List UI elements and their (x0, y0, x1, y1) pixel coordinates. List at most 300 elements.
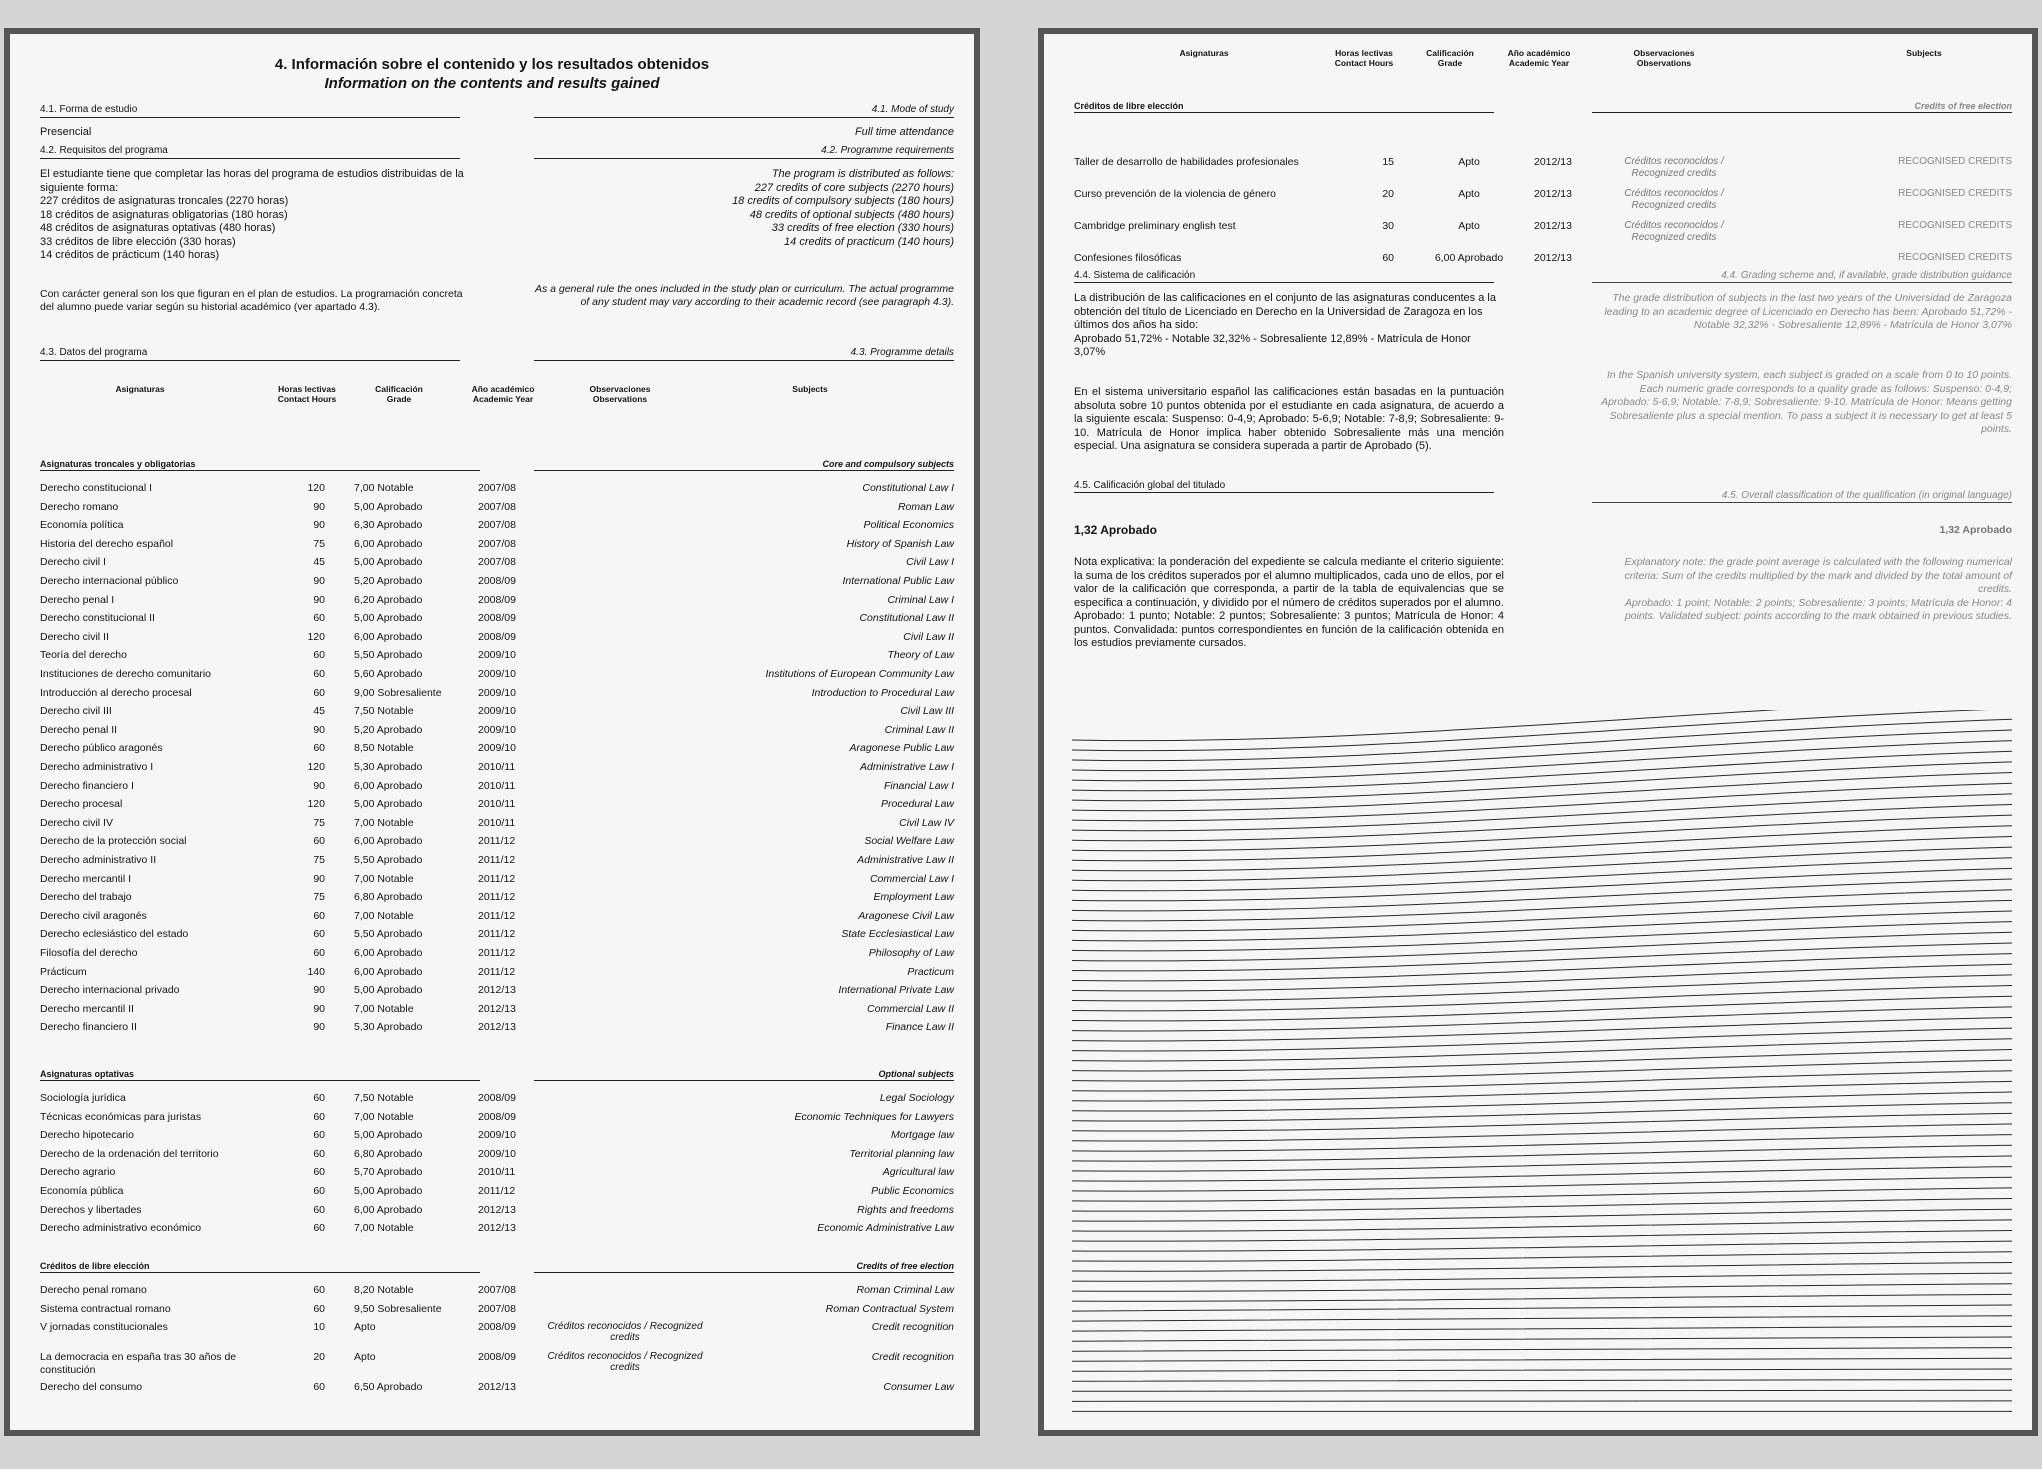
cell-en: Social Welfare Law (864, 835, 954, 848)
table-row (10, 501, 974, 518)
cell-en: Financial Law I (883, 779, 954, 792)
cell-year: 2009/10 (478, 686, 516, 699)
table-row (10, 1185, 974, 1202)
cell-en: Economic Administrative Law (817, 1222, 954, 1235)
cell-hours: 60 (313, 612, 325, 625)
cell-hours: 90 (313, 500, 325, 513)
cell-name: Derecho del trabajo (40, 891, 132, 904)
requirements-en: The program is distributed as follows: 227 credits of core subjects (2270 hours) 18 credits of compulsory subjects (180 hours) 48 credits of optional subjects (480 hours) 33 credits of free election (330 hours) 14 credits of practicum (140 hours) (732, 168, 954, 248)
cell-year: 2008/09 (478, 1092, 516, 1104)
void-line (1072, 710, 2012, 751)
void-line (1072, 1188, 2012, 1201)
table-row (10, 594, 974, 611)
cell-grade: 6,00 Aprobado (354, 1203, 423, 1216)
explanatory-note-en: Explanatory note: the grade point average is calculated with the following numerical criteria: Sum of the credits multiplied by the mark and divided by the total amount of credits. Aprobado: 1 point; Notable: 2 points; Sobresaliente: 3 points; Matrícula de Honor: 4 points. Validated subject: points according to the mark obtained in previous studies. (1624, 556, 2012, 622)
cell-name: Derecho procesal (40, 798, 123, 811)
cell-grade: 9,00 Sobresaliente (354, 686, 442, 699)
void-line (1072, 1135, 2012, 1151)
cell-obs: Créditos reconocidos / Recognized credits (547, 1321, 703, 1344)
cell-grade: 5,20 Aprobado (354, 575, 423, 587)
cell-en: Territorial planning law (849, 1147, 954, 1160)
cell-grade: 6,30 Aprobado (354, 519, 423, 532)
cell-en: Administrative Law II (857, 854, 954, 866)
void-line (1072, 1358, 2012, 1361)
cell-grade: 5,00 Aprobado (354, 984, 423, 997)
void-line (1072, 847, 2012, 881)
cell-name: Derecho civil IV (40, 816, 113, 829)
heading-4-3-en: 4.3. Programme details (534, 347, 954, 361)
cell-en: Roman Criminal Law (856, 1284, 954, 1296)
table-row (10, 1303, 974, 1320)
cell-name: Derecho civil aragonés (40, 909, 147, 922)
cell-year: 2012/13 (478, 1021, 516, 1034)
cell-name: Introducción al derecho procesal (40, 686, 192, 699)
cell-grade: 6,00 Aprobado (354, 537, 423, 550)
void-line (1072, 826, 2012, 861)
cell-en: Commercial Law I (869, 872, 954, 885)
cell-grade: 6,00 Aprobado (354, 835, 423, 848)
void-line (1072, 1273, 2012, 1281)
cell-year: 2010/11 (478, 761, 516, 773)
table-row (10, 556, 974, 573)
col-hours: Horas lectivas Contact Hours (277, 384, 337, 404)
cell-year: 2011/12 (478, 947, 516, 959)
cell-name: Sociología jurídica (40, 1092, 126, 1104)
void-line (1072, 741, 2012, 781)
heading-4-1-es: 4.1. Forma de estudio (40, 104, 460, 118)
col-subjects-en: Subjects (792, 384, 828, 394)
requirements-note-en: As a general rule the ones included in the study plan or curriculum. The actual programme of any student may vary according to their academic record (see paragraph 4.3). (534, 283, 954, 308)
void-line (1072, 1337, 2012, 1341)
table-row (10, 1092, 974, 1109)
void-line (1072, 1103, 2012, 1121)
table-row (10, 798, 974, 815)
cell-name: Derecho penal I (40, 593, 115, 606)
heading-4-5-en: 4.5. Overall classification of the qualification (in original language) (1592, 490, 2012, 503)
cell-hours: 60 (313, 1381, 325, 1394)
cell-year: 2010/11 (478, 1166, 516, 1179)
table-row (10, 1204, 974, 1221)
cell-name: Derecho mercantil II (40, 1002, 134, 1015)
table-row (10, 668, 974, 685)
cell-year: 2008/09 (478, 575, 516, 587)
cell-year: 2009/10 (478, 1147, 516, 1160)
void-line (1072, 975, 2012, 1001)
cell-hours: 45 (313, 705, 325, 718)
cell-hours: 60 (313, 1147, 325, 1160)
void-line (1072, 1305, 2012, 1311)
cell-en: Civil Law IV (899, 816, 954, 829)
cell-en: Finance Law II (885, 1021, 954, 1034)
r-col-hours: Horas lectivas Contact Hours (1334, 48, 1394, 68)
cell-en: International Public Law (842, 575, 954, 587)
cell-name: Derecho administrativo I (40, 761, 154, 773)
void-lines (1072, 710, 2012, 1422)
cell-grade: 7,00 Notable (354, 909, 414, 922)
table-row (10, 1351, 974, 1377)
col-grade: Calificación Grade (375, 384, 423, 404)
cell-year: 2009/10 (478, 723, 516, 736)
cell-grade: 5,30 Aprobado (354, 1021, 423, 1034)
void-line (1072, 1326, 2012, 1331)
cell-year: 2008/09 (478, 593, 516, 606)
cell-grade: 6,80 Aprobado (354, 1147, 423, 1160)
table-row (1044, 188, 2032, 218)
table-row (10, 891, 974, 908)
void-line (1072, 858, 2012, 891)
cell-en: Credit recognition (871, 1351, 954, 1364)
cell-year: 2008/09 (478, 612, 516, 625)
cell-grade: 6,00 Aprobado (354, 779, 423, 792)
cell-hours: 75 (313, 816, 325, 829)
cell-name: Derecho constitucional I (40, 482, 153, 494)
cell-name: Derecho financiero II (40, 1021, 137, 1034)
mode-of-study-es: Presencial (40, 126, 92, 138)
cell-hours: 60 (313, 1302, 325, 1315)
cell-grade: 8,20 Notable (354, 1284, 414, 1296)
group-label-en: Credits of free election (534, 1260, 954, 1273)
cell-hours: 60 (313, 1284, 325, 1296)
cell-grade: Apto (1458, 220, 1480, 232)
void-line (1072, 1231, 2012, 1242)
cell-en: Civil Law II (903, 630, 954, 643)
cell-name: Derecho administrativo II (40, 854, 157, 866)
cell-grade: 7,00 Notable (354, 1110, 414, 1123)
cell-en: Philosophy of Law (868, 947, 954, 959)
r-col-subjects-en: Subjects (1906, 48, 1942, 58)
cell-year: 2009/10 (478, 668, 516, 680)
cell-en: Criminal Law I (887, 593, 954, 606)
cell-year: 2011/12 (478, 854, 516, 866)
cell-grade: 5,50 Aprobado (354, 928, 423, 941)
cell-hours: 60 (313, 1129, 325, 1142)
cell-grade: 7,00 Notable (354, 816, 414, 829)
cell-name: Filosofía del derecho (40, 947, 138, 959)
cell-year: 2008/09 (478, 1321, 516, 1334)
cell-name: V jornadas constitucionales (40, 1321, 168, 1334)
col-year: Año académico Academic Year (471, 384, 535, 404)
void-line (1072, 1028, 2012, 1051)
table-row (10, 519, 974, 536)
table-row (10, 612, 974, 629)
cell-name: Derecho internacional privado (40, 984, 180, 997)
heading-4-2-en: 4.2. Programme requirements (534, 145, 954, 159)
void-line (1072, 879, 2012, 911)
cell-year: 2009/10 (478, 649, 516, 662)
cell-grade: 5,30 Aprobado (354, 761, 423, 773)
cell-year: 2011/12 (478, 1185, 516, 1197)
cell-en: Economic Techniques for Lawyers (794, 1110, 954, 1123)
explanatory-note-es: Nota explicativa: la ponderación del expediente se calcula mediante el criterio siguiente: la suma de los créditos superados por el alumno multiplicados, cada uno de ellos, por el valor de la calificación que corresponda, a partir de la tabla de equivalencias que se especifica a continuación, y dividido por el número de créditos superados por el alumno. Aprobado: 1 punto; Notable: 2 puntos; Sobresaliente: 3 puntos; Matrícula de Honor: 4 puntos. Convalidada: puntos correspondientes en función de la calificación obtenida en los estudios previamente cursados. (1074, 556, 1504, 649)
cell-en: Aragonese Civil Law (858, 909, 954, 922)
left-page (4, 28, 980, 1436)
section-subtitle: Information on the contents and results gained (324, 75, 660, 92)
cell-year: 2009/10 (478, 705, 516, 718)
cell-year: 2009/10 (478, 1129, 516, 1142)
cell-year: 2011/12 (478, 891, 516, 904)
cell-en: RECOGNISED CREDITS (1898, 156, 2012, 167)
grading-scale-es: En el sistema universitario español las calificaciones están basadas en la puntuación absoluta sobre 10 puntos obtenida por el estudiante en cada asignatura, de acuerdo a la siguiente escala: Suspenso: 0-4,9; Aprobado: 5-6,9; Notable: 7-8,9; Sobresaliente: 9-10. Matrícula de Honor implica haber obtenido Sobresaliente más una mención especial. Una asignatura se considera superada a partir de Aprobado (5). (1074, 386, 1504, 452)
cell-name: Derecho mercantil I (40, 872, 132, 885)
table-row (10, 1321, 974, 1344)
cell-grade: 5,00 Aprobado (354, 1185, 423, 1197)
group-label-es: Créditos de libre elección (40, 1260, 480, 1273)
cell-name: Derecho público aragonés (40, 742, 163, 755)
cell-en: Rights and freedoms (857, 1203, 954, 1216)
void-line (1072, 1380, 2012, 1382)
table-row (10, 966, 974, 983)
cell-grade: 7,50 Notable (354, 705, 414, 718)
table-row (10, 742, 974, 759)
cell-year: 2007/08 (478, 500, 516, 513)
cell-year: 2011/12 (478, 872, 516, 885)
cell-hours: 120 (307, 482, 325, 494)
cell-hours: 75 (313, 891, 325, 904)
cell-grade: 6,80 Aprobado (354, 891, 423, 904)
cell-year: 2010/11 (478, 779, 516, 792)
cell-name: Economía pública (40, 1185, 124, 1197)
cell-en: Constitutional Law II (859, 612, 954, 625)
cell-grade: 5,50 Aprobado (354, 854, 423, 866)
cell-grade: Apto (1458, 188, 1480, 200)
cell-grade: 5,00 Aprobado (354, 612, 423, 625)
cell-obs: Créditos reconocidos / Recognized credits (1624, 156, 1724, 179)
cell-hours: 75 (313, 854, 325, 866)
cell-name: Derecho civil I (40, 556, 106, 569)
heading-4-5-es: 4.5. Calificación global del titulado (1074, 480, 1494, 493)
cell-name: Derecho hipotecario (40, 1129, 134, 1142)
cell-name: Derecho del consumo (40, 1381, 143, 1394)
void-line (1072, 762, 2012, 801)
cell-grade: 8,50 Notable (354, 742, 414, 755)
cell-en: Roman Law (897, 500, 954, 513)
overall-grade-es: 1,32 Aprobado (1074, 523, 1157, 537)
cell-hours: 90 (313, 984, 325, 997)
cell-name: Cambridge preliminary english test (1074, 220, 1236, 232)
void-line (1072, 1252, 2012, 1261)
void-line (1072, 1113, 2012, 1131)
table-row (10, 780, 974, 797)
cell-year: 2012/13 (478, 1222, 516, 1235)
cell-grade: 5,50 Aprobado (354, 649, 423, 662)
cell-name: Sistema contractual romano (40, 1302, 171, 1315)
cell-grade: Apto (354, 1351, 376, 1364)
cell-year: 2011/12 (478, 835, 516, 848)
group-label-en: Optional subjects (534, 1068, 954, 1081)
cell-grade: 5,00 Aprobado (354, 798, 423, 811)
table-row (10, 575, 974, 592)
cell-obs: Créditos reconocidos / Recognized credits (547, 1351, 703, 1374)
cell-en: Civil Law III (900, 705, 954, 718)
cell-en: Practicum (907, 965, 954, 978)
cell-en: Consumer Law (883, 1381, 954, 1394)
cell-name: Derecho administrativo económico (40, 1222, 202, 1235)
cell-hours: 60 (313, 947, 325, 959)
void-line (1072, 773, 2012, 811)
table-row (1044, 220, 2032, 250)
overall-grade-en: 1,32 Aprobado (1939, 524, 2012, 536)
cell-year: 2012/13 (478, 1002, 516, 1015)
cell-hours: 90 (313, 723, 325, 736)
table-row (10, 1129, 974, 1146)
cell-hours: 60 (313, 835, 325, 848)
table-row (10, 910, 974, 927)
cell-year: 2012/13 (1534, 252, 1572, 264)
cell-name: Derecho penal romano (40, 1284, 147, 1296)
cell-en: International Private Law (838, 984, 954, 997)
requirements-es: El estudiante tiene que completar las horas del programa de estudios distribuidas de la siguiente forma: 227 créditos de asignaturas troncales (2270 horas) 18 créditos de asignaturas obligatorias (180 horas) 48 créditos de asignaturas optativas (480 horas) 33 créditos de libre elección (330 horas) 14 créditos de prácticum (140 horas) (40, 168, 464, 261)
r-group-free-election-es: Créditos de libre elección (1074, 100, 1494, 113)
cell-en: Credit recognition (871, 1321, 954, 1334)
cell-hours: 90 (313, 519, 325, 532)
cell-name: Derecho internacional público (40, 575, 179, 587)
cell-grade: 7,00 Notable (354, 1222, 414, 1235)
void-line (1072, 751, 2012, 790)
table-row (10, 538, 974, 555)
cell-en: Administrative Law I (860, 761, 954, 773)
cell-hours: 120 (307, 761, 325, 773)
heading-4-4-es: 4.4. Sistema de calificación (1074, 270, 1494, 283)
r-col-observations: Observaciones Observations (1633, 48, 1695, 68)
cell-hours: 140 (307, 965, 325, 978)
table-row (10, 761, 974, 778)
cell-grade: 5,00 Aprobado (354, 556, 423, 569)
table-row (10, 854, 974, 871)
cell-year: 2010/11 (478, 816, 516, 829)
cell-en: RECOGNISED CREDITS (1898, 252, 2012, 263)
table-row (10, 649, 974, 666)
col-subject-es: Asignaturas (115, 384, 165, 394)
cell-grade: Apto (354, 1321, 376, 1334)
cell-grade: 5,00 Aprobado (354, 500, 423, 513)
r-col-subject: Asignaturas (1179, 48, 1229, 58)
cell-hours: 120 (307, 798, 325, 811)
cell-en: Theory of Law (887, 649, 954, 662)
cell-grade: 7,50 Notable (354, 1092, 414, 1104)
cell-hours: 60 (313, 649, 325, 662)
cell-hours: 60 (313, 686, 325, 699)
table-row (10, 705, 974, 722)
cell-grade: 6,00 Aprobado (354, 630, 423, 643)
cell-hours: 60 (313, 1110, 325, 1123)
table-row (10, 631, 974, 648)
table-row (10, 984, 974, 1001)
void-line (1072, 868, 2012, 900)
cell-year: 2012/13 (1534, 188, 1572, 200)
cell-grade: 6,00 Aprobado (1434, 252, 1504, 264)
table-row (10, 835, 974, 852)
void-line (1072, 996, 2012, 1021)
r-group-free-election-en: Credits of free election (1592, 100, 2012, 113)
cell-en: History of Spanish Law (846, 537, 954, 550)
cell-en: Mortgage law (890, 1129, 954, 1142)
cell-hours: 10 (313, 1321, 325, 1334)
void-line (1072, 1241, 2012, 1251)
void-line (1072, 1369, 2012, 1371)
table-row (10, 482, 974, 499)
cell-en: State Ecclesiastical Law (841, 928, 954, 941)
table-row (10, 724, 974, 741)
cell-hours: 60 (313, 909, 325, 922)
cell-year: 2008/09 (478, 1351, 516, 1364)
void-line (1072, 932, 2012, 961)
cell-year: 2011/12 (478, 928, 516, 941)
cell-en: Constitutional Law I (862, 482, 954, 494)
void-line (1072, 1092, 2012, 1111)
cell-year: 2007/08 (478, 519, 516, 532)
cell-hours: 30 (1382, 220, 1394, 232)
heading-4-3-es: 4.3. Datos del programa (40, 347, 460, 361)
table-row (10, 1003, 974, 1020)
cell-en: RECOGNISED CREDITS (1898, 220, 2012, 231)
void-line (1072, 1294, 2012, 1301)
cell-hours: 60 (313, 928, 325, 941)
cell-year: 2012/13 (1534, 156, 1572, 168)
cell-year: 2012/13 (1534, 220, 1572, 232)
grade-distribution-es: La distribución de las calificaciones en el conjunto de las asignaturas conducentes a la obtención del título de Licenciado en Derecho en la Universidad de Zaragoza en los últimos dos años ha sido: Aprobado 51,72% - Notable 32,32% - Sobresaliente 12,89% - Matrícula de Honor 3,07% (1074, 292, 1496, 358)
cell-hours: 60 (1382, 252, 1394, 264)
cell-year: 2011/12 (478, 965, 516, 978)
cell-year: 2012/13 (478, 1381, 516, 1394)
void-line (1072, 964, 2012, 991)
cell-hours: 90 (313, 872, 325, 885)
cell-hours: 60 (313, 1166, 325, 1179)
cell-name: Derecho de la protección social (40, 835, 187, 848)
cell-hours: 60 (313, 1203, 325, 1216)
cell-name: Taller de desarrollo de habilidades profesionales (1074, 156, 1299, 168)
table-row (10, 1166, 974, 1183)
mode-of-study-en: Full time attendance (854, 126, 954, 138)
cell-name: Derecho romano (40, 500, 119, 513)
cell-name: Derecho constitucional II (40, 612, 155, 625)
void-line (1072, 1262, 2012, 1271)
cell-en: Political Economics (863, 519, 954, 532)
void-line (1072, 986, 2012, 1011)
cell-hours: 60 (313, 1185, 325, 1197)
cell-name: Derecho agrario (40, 1166, 116, 1179)
col-observations: Observaciones Observations (589, 384, 651, 404)
void-line (1072, 1220, 2012, 1231)
void-line (1072, 1081, 2012, 1101)
cell-en: Agricultural law (882, 1166, 954, 1179)
cell-year: 2007/08 (478, 1302, 516, 1315)
cell-en: Institutions of European Community Law (765, 668, 954, 680)
cell-year: 2008/09 (478, 1110, 516, 1123)
cell-en: Legal Sociology (879, 1092, 954, 1104)
cell-name: Historia del derecho español (40, 537, 174, 550)
cell-name: Prácticum (40, 965, 87, 978)
cell-en: Roman Contractual System (825, 1302, 954, 1315)
void-line (1072, 1348, 2012, 1352)
cell-en: Criminal Law II (884, 723, 954, 736)
table-row (10, 1148, 974, 1165)
group-label-es: Asignaturas optativas (40, 1068, 480, 1081)
cell-hours: 60 (313, 668, 325, 680)
cell-grade: 6,00 Aprobado (354, 947, 423, 959)
group-label-en: Core and compulsory subjects (534, 458, 954, 471)
cell-year: 2007/08 (478, 482, 516, 494)
cell-year: 2007/08 (478, 1284, 516, 1296)
table-row (10, 1111, 974, 1128)
void-line (1072, 943, 2012, 971)
table-row (10, 687, 974, 704)
void-line (1072, 1124, 2012, 1141)
group-label-es: Asignaturas troncales y obligatorias (40, 458, 480, 471)
r-col-year: Año académico Academic Year (1507, 48, 1571, 68)
cell-en: Aragonese Public Law (849, 742, 954, 755)
cell-hours: 60 (313, 1222, 325, 1235)
cell-hours: 90 (313, 1021, 325, 1034)
